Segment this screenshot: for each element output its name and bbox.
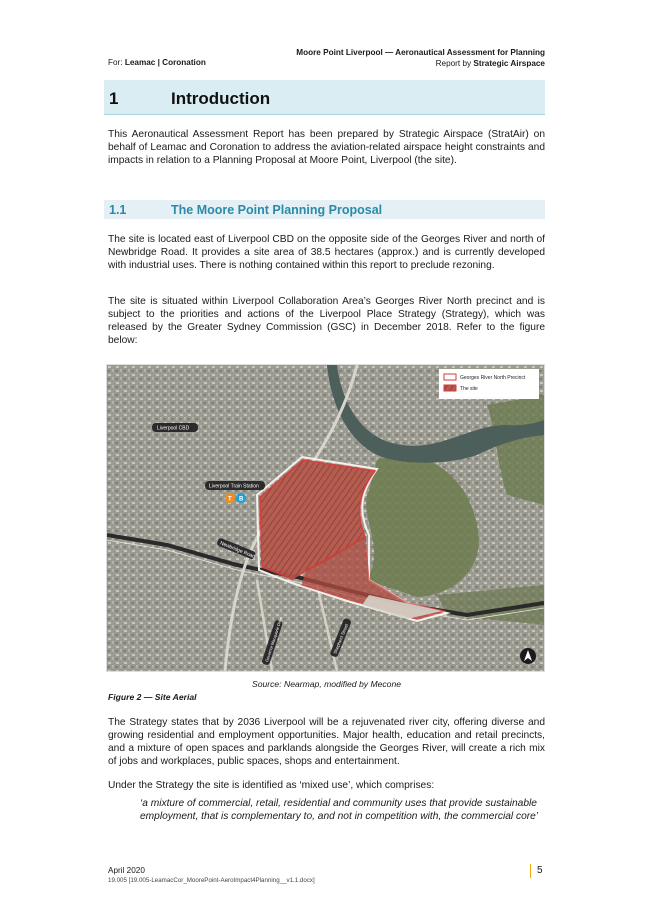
report-prefix: Report by (435, 59, 474, 68)
train-badge-text: T (228, 496, 232, 503)
report-by (296, 58, 545, 69)
site-location-paragraph: The site is located east of Liverpool CBD on the opposite side of the Georges River and north of Newbridge Road. It provides a site area of 38.5 hectares (approx.) and is currently developed with industrial uses. There is nothing contained within this report to preclude rezoning. (108, 234, 545, 271)
bus-badge-text: B (239, 496, 244, 503)
footer-date: April 2020 (108, 866, 145, 875)
mixed-use-intro: Under the Strategy the site is identified as ‘mixed use’, which comprises: (108, 780, 435, 791)
footer-divider (530, 864, 531, 878)
section-number: 1 (109, 89, 119, 108)
footer-filename: 19.005 [19.005-LeamacCor_MoorePoint-AeroImpact4Planning__v1.1.docx] (108, 877, 315, 884)
site-aerial-map (106, 364, 545, 672)
section-title: Introduction (171, 89, 271, 108)
north-arrow-icon (520, 648, 536, 664)
cbd-label-text: Liverpool CBD (157, 425, 190, 432)
svg-text:Shepherd Street: Shepherd Street (332, 623, 350, 655)
legend-precinct: Georges River North Precinct (460, 375, 526, 381)
figure-source: Source: Nearmap, modified by Mecone (251, 679, 402, 689)
page-number: 5 (537, 865, 543, 876)
client-name: Leamac | Coronation (124, 58, 206, 67)
subsection-number: 1.1 (109, 203, 127, 217)
train-icon (225, 493, 235, 503)
svg-text:Governor Macquarie Drive: Governor Macquarie Drive (264, 616, 284, 663)
client-line (108, 58, 206, 67)
for-prefix: For: (108, 58, 125, 67)
running-header (296, 47, 545, 69)
doc-title: Moore Point Liverpool — Aeronautical Assessment for Planning (296, 48, 545, 57)
figure-caption: Figure 2 — Site Aerial (108, 692, 197, 702)
site-legend-swatch (444, 385, 456, 391)
strategy-vision-paragraph: The Strategy states that by 2036 Liverpool will be a rejuvenated river city, offering diverse and growing residential and employment opportunities. Major health, education and retail precincts, and a mixture of open spaces and parklands alongside the Georges River, will create a rich mix of jobs and workplaces, public spaces, shops and entertainment. (108, 717, 545, 767)
intro-paragraph: This Aeronautical Assessment Report has been prepared by Strategic Airspace (StratAir) on behalf of Leamac and Coronation to address the aviation-related airspace height constraints and impacts in relation to a Planning Proposal at Moore Point, Liverpool (the site). (108, 129, 545, 166)
cbd-label (152, 423, 198, 432)
subsection-title: The Moore Point Planning Proposal (171, 203, 383, 217)
station-label-text: Liverpool Train Station (209, 483, 259, 490)
bus-icon (236, 493, 246, 503)
map-legend (439, 369, 539, 399)
mixed-use-quote: ‘a mixture of commercial, retail, residential and community uses that provide sustainable employment, that is complementary to, and not in competition with, the commercial core’ (140, 798, 539, 822)
svg-text:Newbridge Road: Newbridge Road (219, 540, 256, 560)
strategy-paragraph: The site is situated within Liverpool Collaboration Area’s Georges River North precinct and is subject to the priorities and actions of the Liverpool Place Strategy (Strategy), which was released by the Greater Sydney Commission (GSC) in December 2018. Refer to the figure below: (108, 296, 545, 346)
legend-site: The site (460, 386, 478, 392)
report-author: Strategic Airspace (473, 59, 545, 68)
station-label (205, 481, 265, 490)
